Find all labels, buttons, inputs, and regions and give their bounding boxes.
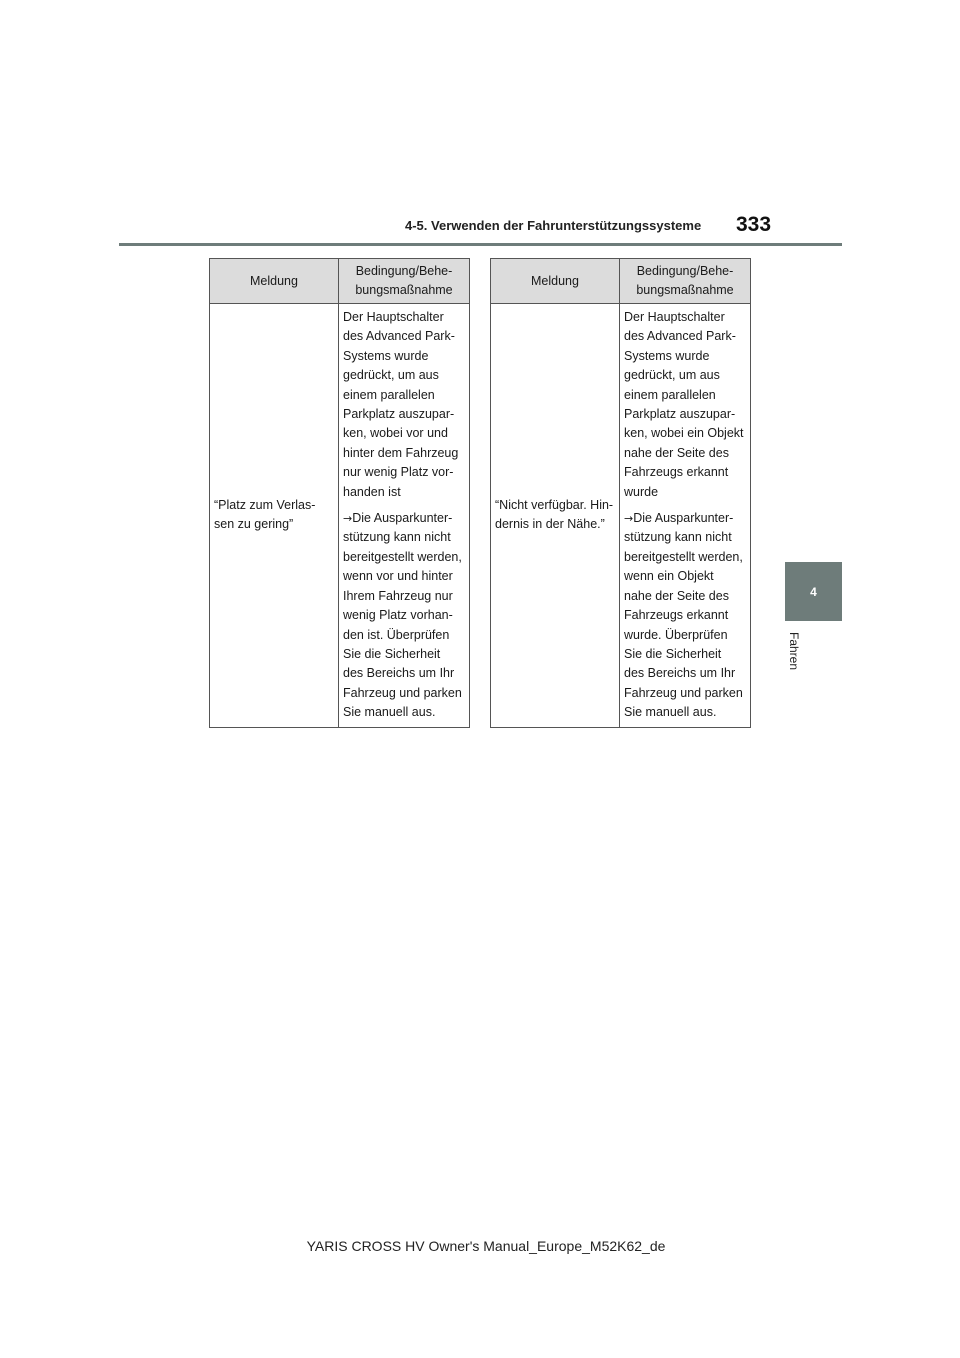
arrow-right-icon: → [343, 512, 353, 526]
remedy-text: Die Ausparkunter- stützung kann nicht bereitgestellt werden, wenn ein Objekt nahe der Seite des Fahrzeugs erkannt wurde. Überprüfen Sie die Sicherheit des Bereichs um Ihr Fahrzeug und parken Sie manuell aus. [624, 511, 743, 720]
header-message: Meldung [210, 259, 339, 304]
chapter-tab [785, 562, 842, 621]
chapter-label: Fahren [787, 632, 801, 671]
chapter-number: 4 [810, 584, 817, 599]
remedy-text: Die Ausparkunter- stützung kann nicht bereitgestellt werden, wenn vor und hinter Ihrem Fahrzeug nur wenig Platz vorhan- den ist. Überprüfen Sie die Sicherheit des Bereichs um Ihr Fahrzeug und parken Sie manuell aus. [343, 511, 462, 720]
table-header-row [210, 259, 470, 304]
remedy-paragraph [343, 509, 465, 722]
message-cell [491, 304, 620, 728]
message-table-left [209, 258, 470, 728]
condition-cell [620, 304, 751, 728]
table-row [491, 304, 751, 728]
header-condition: Bedingung/Behe- bungsmaßnahme [620, 259, 751, 304]
condition-text: Der Hauptschalter des Advanced Park- Systems wurde gedrückt, um aus einem parallelen Parkplatz auszupar- ken, wobei ein Objekt nahe der Seite des Fahrzeugs erkannt wurde [624, 310, 744, 499]
remedy-paragraph [624, 509, 746, 722]
table-header-row [491, 259, 751, 304]
message-text: “Platz zum Verlas- sen zu gering” [214, 497, 316, 532]
header-condition: Bedingung/Behe- bungsmaßnahme [339, 259, 470, 304]
header-divider [119, 243, 842, 246]
message-cell [210, 304, 339, 728]
message-table-right [490, 258, 751, 728]
arrow-right-icon: → [624, 512, 634, 526]
page-number: 333 [736, 213, 772, 236]
section-title: 4-5. Verwenden der Fahrunterstützungssysteme [405, 218, 702, 233]
header-message: Meldung [491, 259, 620, 304]
footer-text: YARIS CROSS HV Owner's Manual_Europe_M52K62_de [306, 1238, 666, 1254]
condition-cell [339, 304, 470, 728]
message-text: “Nicht verfügbar. Hin- dernis in der Nähe.” [495, 497, 614, 532]
condition-text: Der Hauptschalter des Advanced Park- Systems wurde gedrückt, um aus einem parallelen Parkplatz auszupar- ken, wobei vor und hinter dem Fahrzeug nur wenig Platz vor- handen ist [343, 310, 459, 499]
table-row [210, 304, 470, 728]
